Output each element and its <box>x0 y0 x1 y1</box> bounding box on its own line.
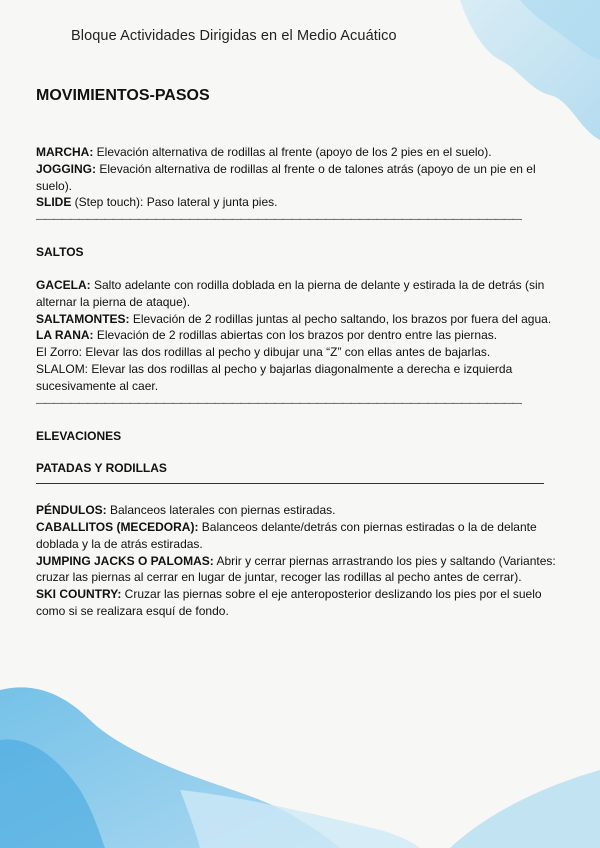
item-la-rana: LA RANA: Elevación de 2 rodillas abiertas con los brazos por dentro entre las piernas. <box>36 328 498 343</box>
item-gacela: GACELA: Salto adelante con rodilla doblada en la pierna de delante y estirada la de detrás (sin alternar la pierna de ataque). <box>36 277 545 309</box>
item-caballitos: CABALLITOS (MECEDORA): Balanceos delante/detrás con piernas estiradas o la de delante doblada y la de atrás estiradas. <box>36 519 537 551</box>
dashed-divider: ————————————————————————————————————————————————————————— <box>36 214 521 226</box>
section-heading-elevaciones: ELEVACIONES <box>36 428 122 443</box>
item-marcha: MARCHA: Elevación alternativa de rodillas al frente (apoyo de los 2 pies en el suelo). <box>36 145 492 159</box>
watercolor-top-right <box>400 0 600 150</box>
dashed-divider: ————————————————————————————————————————————————————————— <box>36 397 521 409</box>
watercolor-bottom-left <box>0 680 420 848</box>
page-title: MOVIMIENTOS-PASOS <box>36 87 210 104</box>
watercolor-bottom-right <box>420 770 600 848</box>
page-header: Bloque Actividades Dirigidas en el Medio Acuático <box>71 28 397 44</box>
item-ski-country: SKI COUNTRY: Cruzar las piernas sobre el eje anteroposterior deslizando los pies por el suelo como si se realizara esquí de fondo. <box>36 587 542 618</box>
item-pendulos: PÉNDULOS: Balanceos laterales con piernas estiradas. <box>36 503 336 518</box>
document-body <box>36 144 556 620</box>
subheading-patadas-rodillas: PATADAS Y RODILLAS <box>36 461 167 476</box>
item-jumping-jacks: JUMPING JACKS O PALOMAS: Abrir y cerrar piernas arrastrando los pies y saltando (Variantes: cruzar las piernas al cerrar en lugar de juntar, recoger las rodillas al pecho antes de cerrar). <box>36 553 556 585</box>
item-el-zorro: El Zorro: Elevar las dos rodillas al pecho y dibujar una “Z” con ellas antes de bajarlas. <box>36 345 491 360</box>
item-slalom: SLALOM: Elevar las dos rodillas al pecho y bajarlas diagonalmente a derecha e izquierda sucesivamente al caer. <box>36 361 513 393</box>
item-saltamontes: SALTAMONTES: Elevación de 2 rodillas juntas al pecho saltando, los brazos por fuera del agua. <box>36 311 552 326</box>
item-slide: SLIDE (Step touch): Paso lateral y junta pies. <box>36 195 278 210</box>
item-jogging: JOGGING: Elevación alternativa de rodillas al frente o de talones atrás (apoyo de un pie en el suelo). <box>36 161 536 193</box>
section-heading-saltos: SALTOS <box>36 245 84 260</box>
